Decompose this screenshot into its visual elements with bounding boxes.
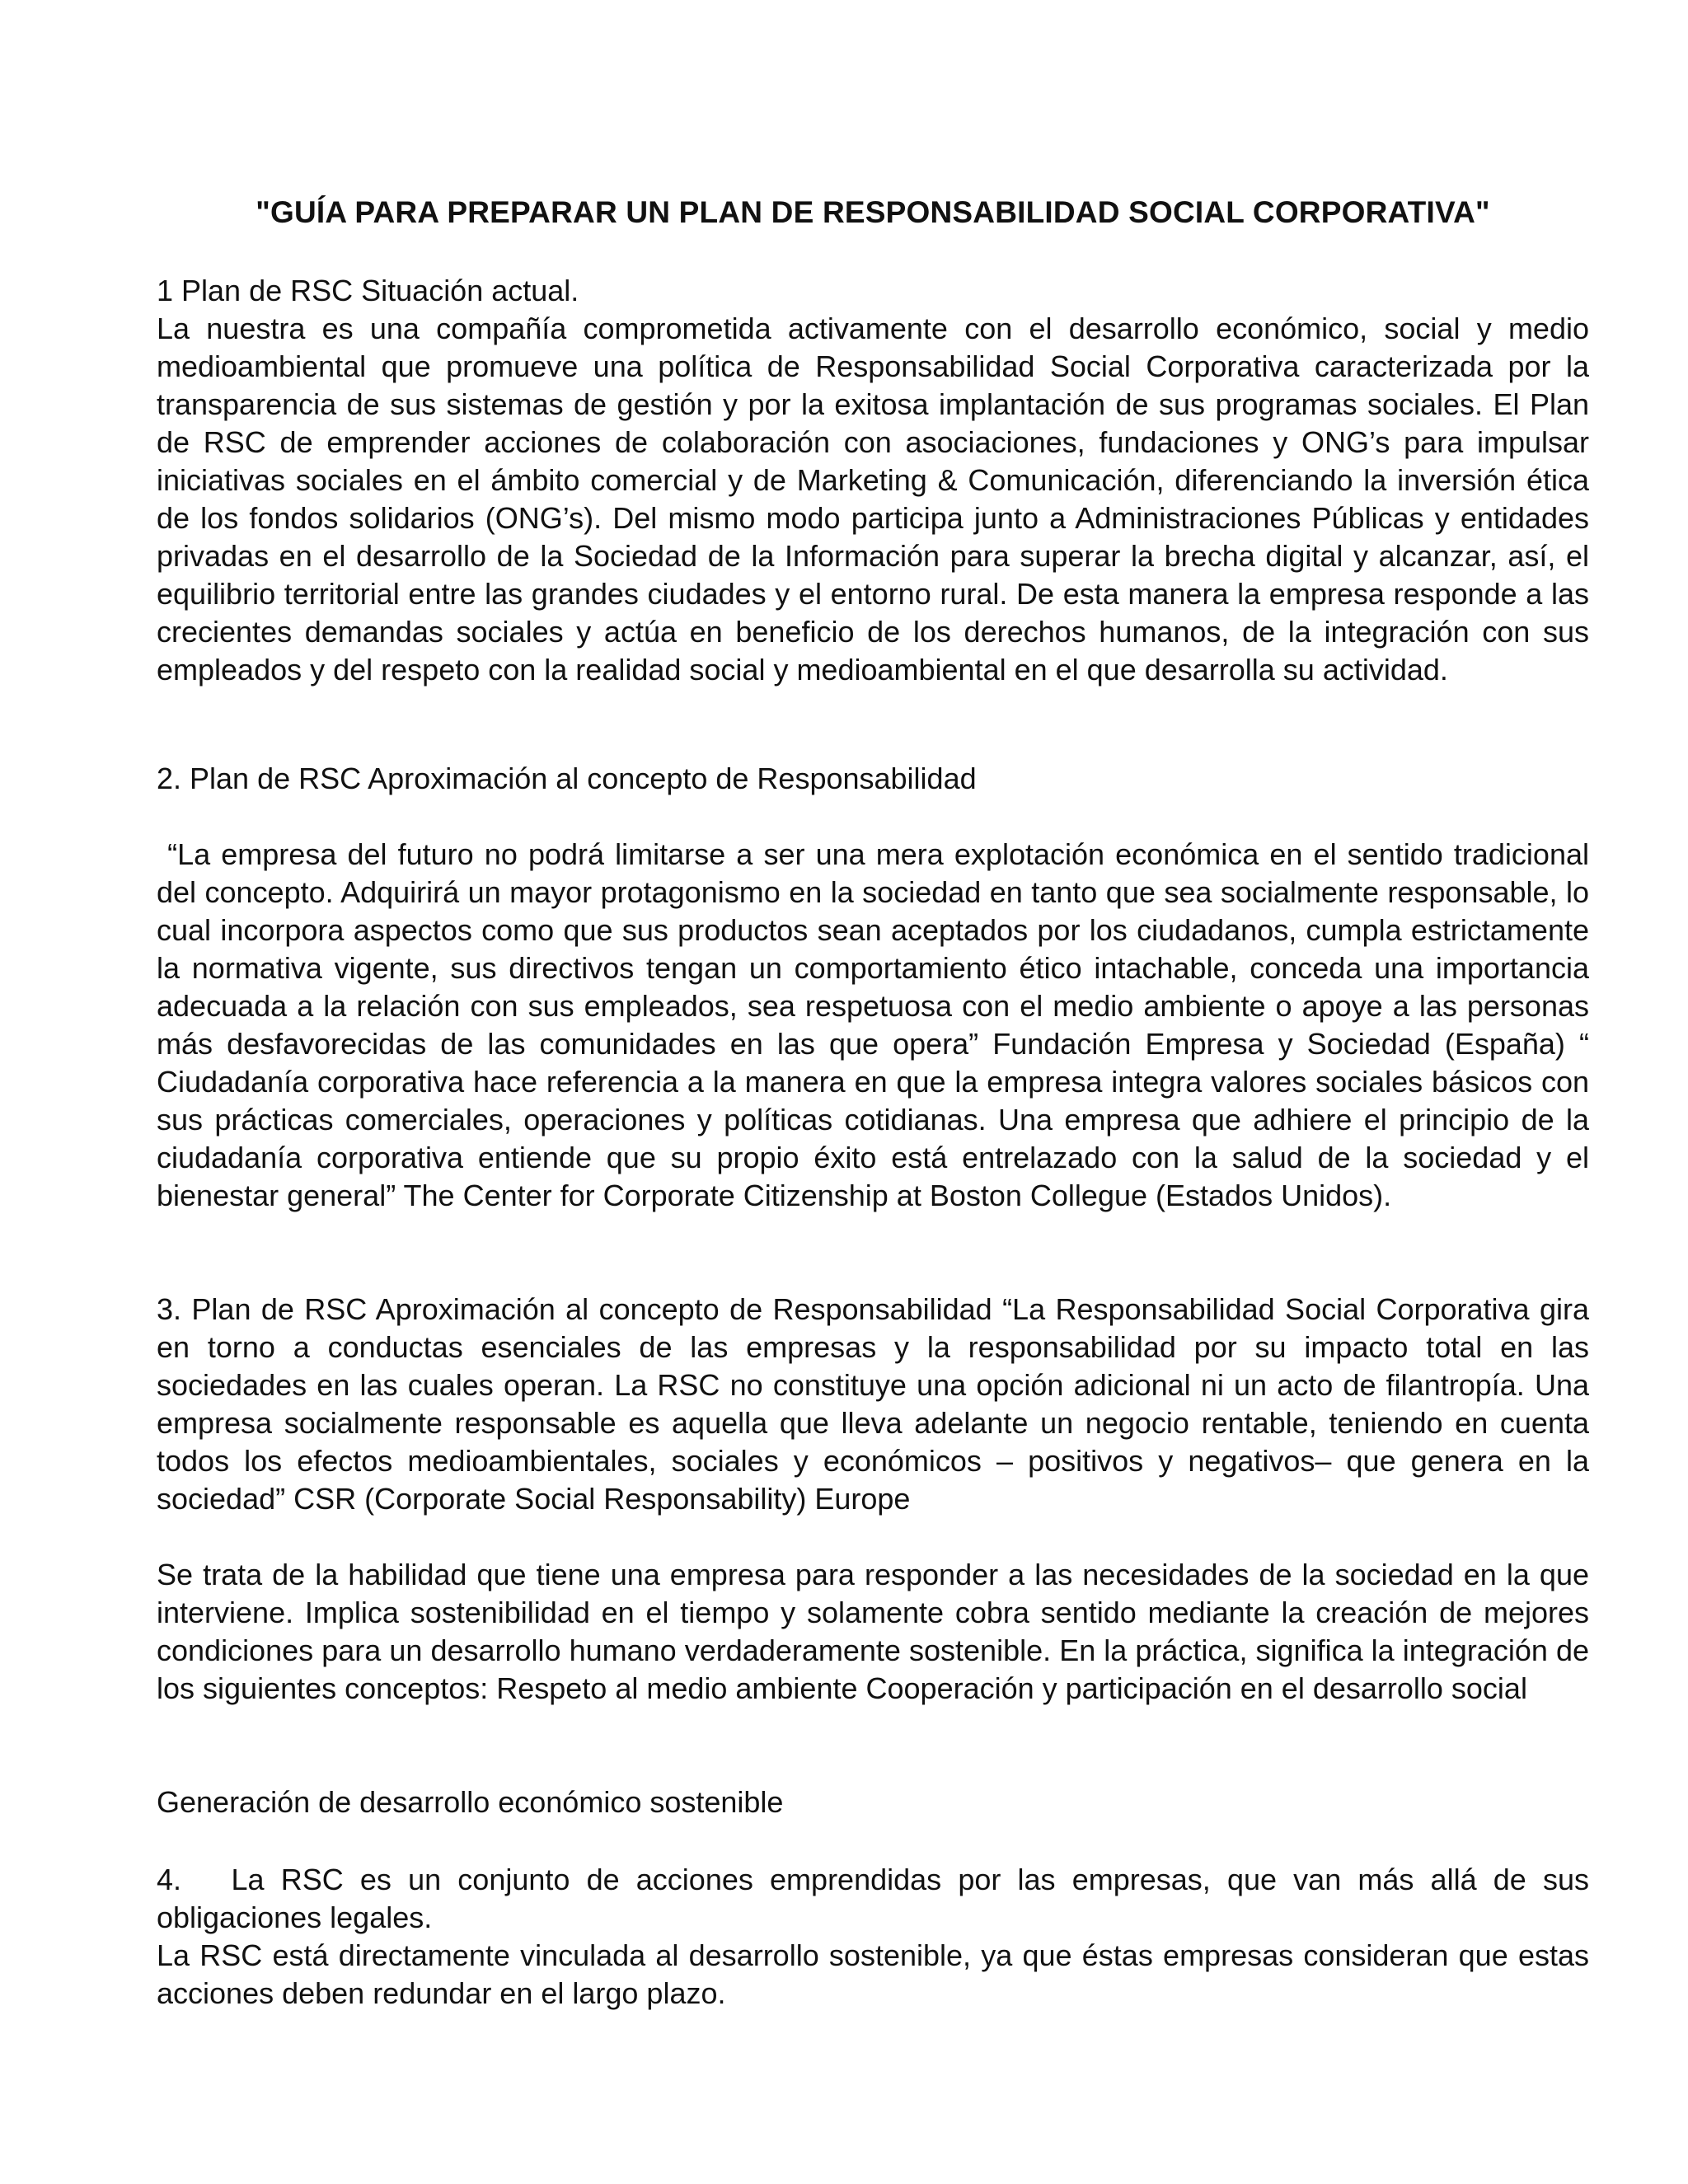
- section-4-paragraph: 4. La RSC es un conjunto de acciones emprendidas por las empresas, que van más allá de sus obligaciones legales.: [157, 1863, 1598, 1934]
- section-1-heading: 1 Plan de RSC Situación actual.: [157, 274, 579, 307]
- section-2-paragraph: “La empresa del futuro no podrá limitarse a ser una mera explotación económica en el sentido tradicional del concepto. Adquirirá un mayor protagonismo en la sociedad en tanto que sea socialmente responsable, lo cual incorpora aspectos como que sus productos sean aceptados por los ciudadanos, cumpla estrictamente la normativa vigente, sus directivos tengan un comportamiento ético intachable, conceda una importancia adecuada a la relación con sus empleados, sea respetuosa con el medio ambiente o apoye a las personas más desfavorecidas de las comunidades en las que opera” Fundación Empresa y Sociedad (España) “ Ciudadanía corporativa hace referencia a la manera en que la empresa integra valores sociales básicos con sus prácticas comerciales, operaciones y políticas cotidianas. Una empresa que adhiere el principio de la ciudadanía corporativa entiende que su propio éxito está entrelazado con la salud de la sociedad y el bienestar general” The Center for Corporate Citizenship at Boston Collegue (Estados Unidos).: [157, 837, 1598, 1212]
- section-2-heading: 2. Plan de RSC Aproximación al concepto de Responsabilidad: [157, 762, 977, 795]
- section-1-paragraph: La nuestra es una compañía comprometida activamente con el desarrollo económico, social y medio medioambiental que promueve una política de Responsabilidad Social Corporativa caracterizada por la transparencia de sus sistemas de gestión y por la exitosa implantación de sus programas sociales. El Plan de RSC de emprender acciones de colaboración con asociaciones, fundaciones y ONG’s para impulsar iniciativas sociales en el ámbito comercial y de Marketing & Comunicación, diferenciando la inversión ética de los fondos solidarios (ONG’s). Del mismo modo participa junto a Administraciones Públicas y entidades privadas en el desarrollo de la Sociedad de la Información para superar la brecha digital y alcanzar, así, el equilibrio territorial entre las grandes ciudades y el entorno rural. De esta manera la empresa responde a las crecientes demandas sociales y actúa en beneficio de los derechos humanos, de la integración con sus empleados y del respeto con la realidad social y medioambiental en el que desarrolla su actividad.: [157, 312, 1589, 687]
- generation-line: Generación de desarrollo económico sostenible: [157, 1785, 784, 1819]
- section-3-extra-paragraph: Se trata de la habilidad que tiene una empresa para responder a las necesidades de la sociedad en la que interviene. Implica sostenibilidad en el tiempo y solamente cobra sentido mediante la creación de mejores condiciones para un desarrollo humano verdaderamente sostenible. En la práctica, significa la integración de los siguientes conceptos: Respeto al medio ambiente Cooperación y participación en el desarrollo social: [157, 1558, 1589, 1705]
- section-4-extra-paragraph: La RSC está directamente vinculada al desarrollo sostenible, ya que éstas empresas consideran que estas acciones deben redundar en el largo plazo.: [157, 1938, 1589, 2010]
- section-3-paragraph: 3. Plan de RSC Aproximación al concepto de Responsabilidad “La Responsabilidad Social Corporativa gira en torno a conductas esenciales de las empresas y la responsabilidad por su impacto total en las sociedades en las cuales operan. La RSC no constituye una opción adicional ni un acto de filantropía. Una empresa socialmente responsable es aquella que lleva adelante un negocio rentable, teniendo en cuenta todos los efectos medioambientales, sociales y económicos – positivos y negativos– que genera en la sociedad” CSR (Corporate Social Responsability) Europe: [157, 1292, 1589, 1516]
- document-title: "GUÍA PARA PREPARAR UN PLAN DE RESPONSABILIDAD SOCIAL CORPORATIVA": [256, 195, 1490, 229]
